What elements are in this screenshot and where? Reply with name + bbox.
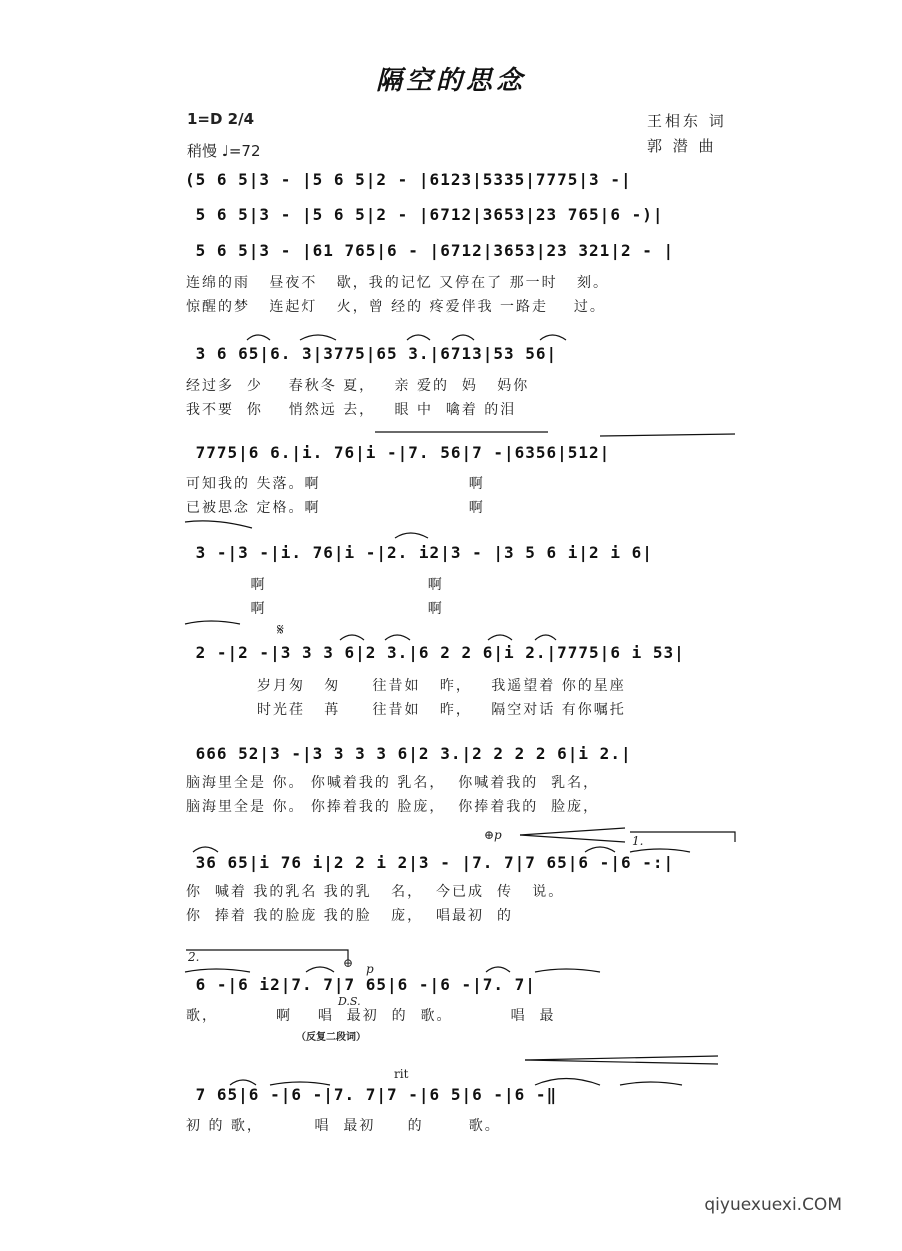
page-title: 隔空的思念 (375, 66, 526, 96)
score-row-3: 5 6 5|3 - |61 765|6 - |6712|3653|23 321|2 - | (185, 241, 675, 260)
lyric-row-3-b: 惊醒的梦 连起灯 火，曾 经的 疼爱伴我 一路走 过。 (186, 299, 606, 315)
volta-1-mark: 1. (632, 834, 644, 848)
lyric-row-4-b: 我不要 你 悄然远 去， 眼 中 噙着 的泪 (186, 402, 517, 418)
repeat-instruction: （反复二段词） (296, 1032, 366, 1043)
lyric-row-11: 初 的 歌， 唱 最初 的 歌。 (186, 1118, 501, 1134)
lyric-row-5-a: 可知我的 失落。啊 啊 (186, 476, 485, 492)
lyric-row-6-a: 啊 啊 (186, 577, 444, 593)
volta-2-mark: 2. (188, 950, 200, 964)
lyricist-credit: 王相东 词 (647, 112, 727, 130)
score-row-2: 5 6 5|3 - |5 6 5|2 - |6712|3653|23 765|6 -)| (185, 205, 664, 224)
rit-mark: rit (394, 1067, 409, 1081)
score-row-10: 6 -|6 i2|7. 7|7 65|6 -|6 -|7. 7| (185, 975, 536, 994)
score-row-6: 3 -|3 -|i. 76|i -|2. i2|3 - |3 5 6 i|2 i 6| (185, 543, 653, 562)
ds-mark: D.S. (338, 995, 361, 1008)
score-row-11: 7 65|6 -|6 -|7. 7|7 -|6 5|6 -|6 -‖ (185, 1085, 558, 1104)
lyric-row-8-a: 脑海里全是 你。 你喊着我的 乳名， 你喊着我的 乳名， (186, 775, 600, 791)
score-row-1: (5 6 5|3 - |5 6 5|2 - |6123|5335|7775|3 -| (185, 170, 632, 189)
key-signature: 1=D 2/4 (187, 110, 255, 128)
score-row-9: 36 65|i 76 i|2 2 i 2|3 - |7. 7|7 65|6 -|6 -:| (185, 853, 675, 872)
piano-mark: p (366, 962, 374, 976)
lyric-row-7-b: 时光荏 苒 往昔如 昨， 隔空对话 有你嘱托 (186, 702, 626, 718)
site-watermark: qiyuexuexi.COM (704, 1195, 842, 1215)
score-row-5: 7775|6 6.|i. 76|i -|7. 56|7 -|6356|512| (185, 443, 611, 462)
score-row-4: 3 6 65|6. 3|3775|65 3.|6713|53 56| (185, 344, 558, 363)
segno-mark: 𝄋 (277, 620, 284, 639)
tempo-marking: 稍慢 ♩=72 (187, 142, 261, 160)
lyric-row-3-a: 连绵的雨 昼夜不 歇，我的记忆 又停在了 那一时 刻。 (186, 275, 609, 291)
coda-mark: ⊕ (343, 956, 354, 970)
score-row-7: 2 -|2 -|3 3 3 6|2 3.|6 2 2 6|i 2.|7775|6 i 53| (185, 643, 685, 662)
composer-credit: 郭 潜 曲 (647, 137, 717, 155)
lyric-row-4-a: 经过多 少 春秋冬 夏， 亲 爱的 妈 妈你 (186, 378, 530, 394)
lyric-row-10: 歌， 啊 唱 最初 的 歌。 唱 最 (186, 1008, 556, 1024)
lyric-row-5-b: 已被思念 定格。啊 啊 (186, 500, 485, 516)
lyric-row-6-b: 啊 啊 (186, 601, 444, 617)
score-row-8: 666 52|3 -|3 3 3 3 6|2 3.|2 2 2 2 6|i 2.| (185, 744, 632, 763)
lyric-row-9-a: 你 喊着 我的乳名 我的乳 名， 今已成 传 说。 (186, 884, 565, 900)
lyric-row-8-b: 脑海里全是 你。 你捧着我的 脸庞， 你捧着我的 脸庞， (186, 799, 600, 815)
lyric-row-9-b: 你 捧着 我的脸庞 我的脸 庞， 唱最初 的 (186, 908, 513, 924)
coda-p-mark: ⊕p (484, 828, 502, 842)
lyric-row-7-a: 岁月匆 匆 往昔如 昨， 我遥望着 你的星座 (186, 678, 626, 694)
